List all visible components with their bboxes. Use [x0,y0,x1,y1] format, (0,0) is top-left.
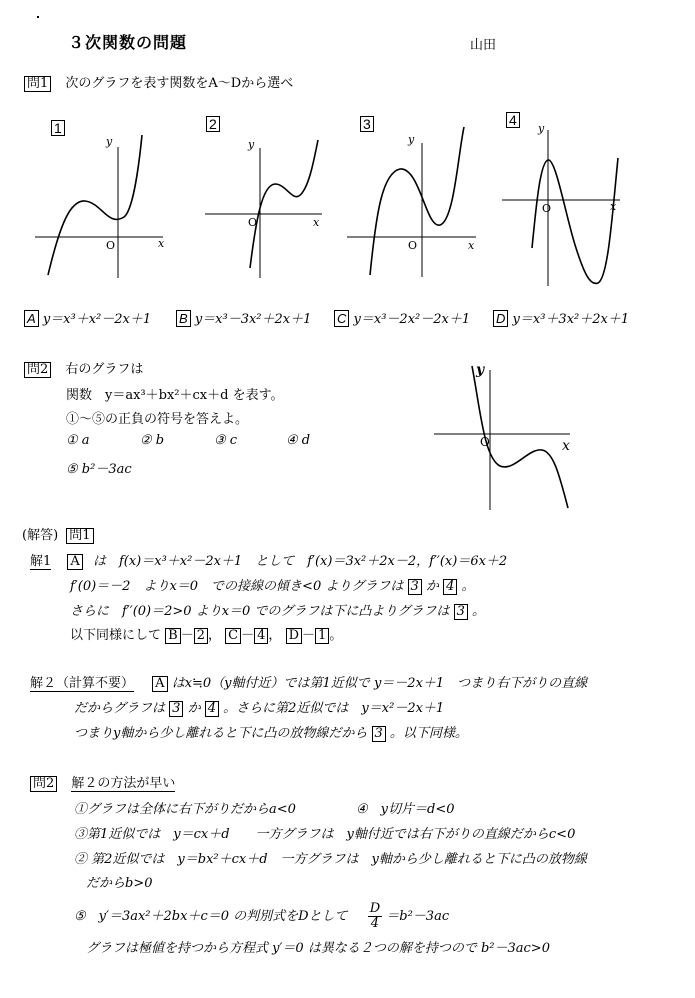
pair-1-dash: － [180,628,194,643]
q2-line3: ①～⑤の正負の符号を答えよ。 [66,412,249,427]
sol2-line1a: はx≒0（y軸付近）では第1近似で [171,676,370,691]
graph-3-curve [370,127,464,275]
ans-q2-head: 解２の方法が早い [71,776,176,791]
author-name: 山田 [470,38,497,53]
graph-4-x-label: x [610,200,617,213]
graph-4-label: 4 [506,112,520,128]
q2-graph-origin: O [480,435,490,449]
answer-q1-label: 問1 [66,528,93,544]
graph-1-label: 1 [51,120,65,136]
sol2-line2-box1: 3 [169,701,183,717]
ans-q2-line-3: ③第1近似では y＝cx＋d 一方グラフは y軸付近では右下がりの直線だからc<0 [74,827,576,842]
option-a-letter: A [24,310,39,327]
pair-1-letter: B [165,628,181,644]
option-a [24,308,151,327]
q2-label: 問2 [24,362,51,378]
sol2-line3b: 。以下同様。 [389,726,468,741]
option-b-expr: y＝x³－3x²＋2x＋1 [194,312,312,327]
ans-q2-line-5-rhs: ＝b²－3ac [386,909,450,924]
graph-4-y-label: y [538,122,545,135]
q2-item-1: ① a [66,433,90,448]
option-c-letter: C [334,310,349,327]
graph-4-curve [532,158,618,283]
graph-3 [342,125,482,280]
sol1-line2-text: f′(0)＝－2 よりx＝0 での接線の傾き<0 よりグラフは [70,579,404,594]
pair-3-letter: D [286,628,302,644]
sol2-line1 [30,672,587,692]
option-d [493,308,629,327]
sol1-line3-end: 。 [472,604,486,619]
graph-2 [200,130,330,280]
pair-3-number: 1 [315,628,329,644]
pair-1-number: 2 [194,628,208,644]
pair-3-sep: 。 [329,628,343,643]
graph-4 [498,118,628,288]
option-a-expr: y＝x³＋x²－2x＋1 [42,312,152,327]
ans-q2-line-5-text: ⑤ y′＝3ax²＋2bx＋c＝0 の判別式をDとして [74,909,348,924]
q1-heading [24,72,293,92]
ans-q2-label: 問2 [30,776,57,792]
graph-2-x-label: x [313,216,320,229]
sol1-line2-mid: か [425,579,439,594]
sol1-line1 [30,550,507,570]
sol2-label: 解２（計算不要） [30,676,135,691]
q2-line2: 関数 y＝ax³＋bx²＋cx＋d を表す。 [66,388,284,403]
ans-q2-line-5 [74,902,449,931]
q2-line1: 右のグラフは [65,362,144,377]
sol2-line2b: 。さらに第2近似では y＝x²－2x＋1 [223,701,445,716]
sol2-line3-box: 3 [372,726,386,742]
q2-item-5: ⑤ b²－3ac [66,462,132,477]
pair-1-sep: ， [208,628,222,643]
sol1-line3 [70,600,485,620]
graph-1-origin: O [106,239,116,252]
sol1-line3-text: さらに f′′(0)＝2>0 よりx＝0 でのグラフは下に凸よりグラフは [70,604,450,619]
pair-2-number: 4 [254,628,268,644]
sol1-line2 [70,575,475,595]
sol1-line2-end: 。 [461,579,475,594]
answer-header: (解答) [22,528,59,543]
graph-1-y-label: y [106,135,113,148]
option-b-letter: B [176,310,191,327]
sol2-box-a: A [152,676,167,692]
sol1-line2-box1: 3 [408,579,422,595]
d-over-4-fraction [368,902,382,931]
sol1-line2-box2: 4 [443,579,457,595]
pair-3-dash: － [302,628,316,643]
sol1-box-a: A [67,554,82,570]
option-d-letter: D [493,310,508,327]
graph-1 [30,135,180,280]
sol2-line2-box2: 4 [205,701,219,717]
pair-2-sep: ， [268,628,282,643]
graph-2-y-label: y [248,138,255,151]
option-c [334,308,470,327]
sol2-line2 [74,697,444,717]
ans-q2-line-4: ④ y切片＝d<0 [356,802,455,817]
graph-2-label: 2 [206,116,220,132]
option-b [176,308,311,327]
option-d-expr: y＝x³＋3x²＋2x＋1 [512,312,630,327]
q2-graph [430,358,590,518]
graph-2-origin: O [248,216,258,229]
graph-3-y-label: y [408,133,415,146]
q1-prompt: 次のグラフを表す関数をA～Dから選べ [65,76,294,91]
graph-3-label: 3 [360,116,374,132]
sol2-line3a: つまりy軸から少し離れると下に凸の放物線だから [74,726,368,741]
graph-4-origin: O [542,202,552,215]
q2-item-2: ② b [140,433,165,448]
sol2-line1b: y＝－2x＋1 つまり右下がりの直線 [373,676,588,691]
ans-q2-heading [30,772,175,792]
stray-dot [37,16,39,18]
option-c-expr: y＝x³－2x²－2x＋1 [353,312,471,327]
q2-item-3: ③ c [214,433,238,448]
ans-q2-line-final: グラフは極値を持つから方程式 y′＝0 は異なる２つの解を持つので b²－3ac>0 [86,941,550,956]
q1-label: 問1 [24,76,51,92]
ans-q2-line-2b: だからb>0 [86,876,153,891]
q2-graph-x-label: x [562,438,570,454]
sol2-line2a: だからグラフは [74,701,166,716]
graph-3-x-label: x [468,239,475,252]
sol1-line3-box: 3 [454,604,468,620]
pair-2-dash: － [241,628,255,643]
pair-2-letter: C [225,628,241,644]
ans-q2-line-1: ①グラフは全体に右下がりだからa<0 [74,802,296,817]
graph-1-x-label: x [158,237,165,250]
sol1-line4 [70,624,342,644]
sol2-line3 [74,722,468,742]
page-title: ３次関数の問題 [68,33,188,52]
fraction-numerator: D [369,901,381,916]
sol1-label: 解1 [30,554,52,569]
graph-3-origin: O [408,239,418,252]
ans-q2-line-2: ② 第2近似では y＝bx²＋cx＋d 一方グラフは y軸から少し離れると下に凸の放物線 [74,852,587,867]
q2-graph-y-label: y [476,362,485,378]
sol1-line4-text: 以下同様にして [70,628,162,643]
answer-heading [22,524,94,544]
fraction-denominator: 4 [370,916,380,931]
q2-heading [24,358,143,378]
graph-1-curve [48,135,142,275]
sol2-line2-mid: か [187,701,201,716]
sol1-line1-text: は f(x)＝x³＋x²－2x＋1 として f′(x)＝3x²＋2x－2，f′′(x)＝6x＋2 [92,554,508,569]
q2-item-4: ④ d [286,433,311,448]
